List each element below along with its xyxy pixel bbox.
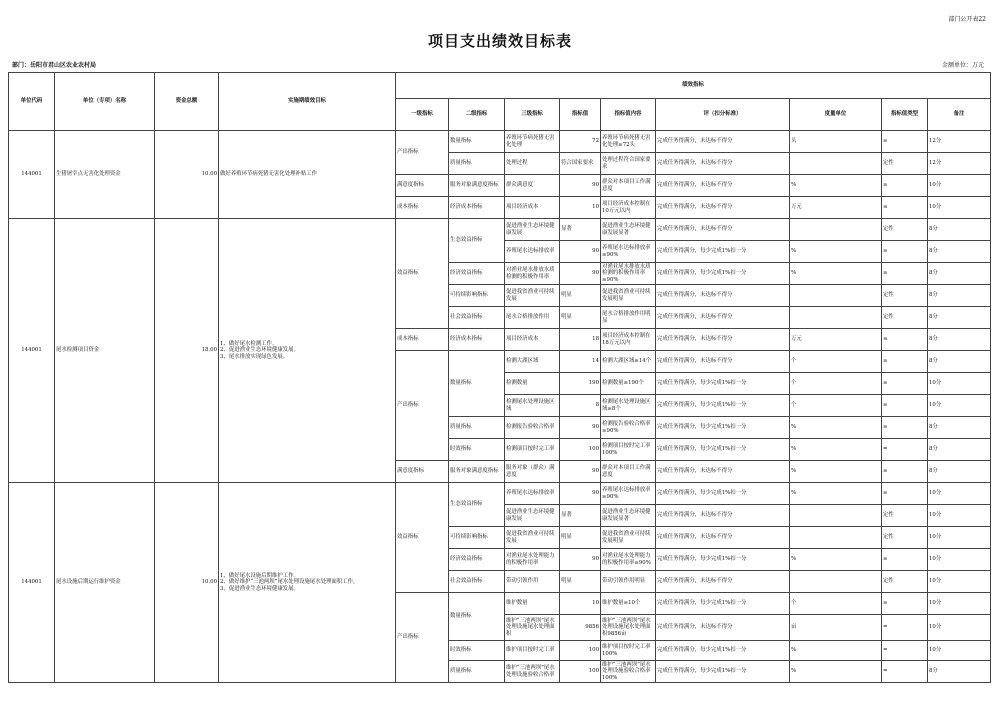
cell-measure — [790, 219, 882, 241]
cell-measure: 个 — [790, 351, 882, 373]
cell-val: 90 — [560, 483, 601, 505]
col-header-content: 指标值内容 — [601, 99, 656, 131]
cell-val: 显著 — [560, 505, 601, 527]
cell-val: 90 — [560, 417, 601, 439]
cell-measure: % — [790, 175, 882, 197]
cell-total: 18.00 — [155, 219, 219, 483]
cell-l2: 可持续影响指标 — [449, 285, 505, 307]
cell-note: 8分 — [928, 241, 991, 263]
cell-val: 90 — [560, 241, 601, 263]
cell-val: 190 — [560, 373, 601, 395]
cell-l2: 数量指标 — [449, 131, 505, 153]
col-header-score: 评（扣分标准） — [656, 99, 790, 131]
cell-score: 完成任务得满分，未达标不得分 — [656, 197, 790, 219]
cell-content: 促进渔业生态环境健康发展显著 — [601, 505, 656, 527]
cell-content: 维护项目按时完工率100% — [601, 641, 656, 661]
cell-val: 明显 — [560, 527, 601, 549]
col-header-note: 备注 — [928, 99, 991, 131]
cell-measure: 万元 — [790, 329, 882, 351]
cell-l1: 满意度指标 — [396, 461, 449, 483]
cell-measure: % — [790, 417, 882, 439]
cell-measure: 亩 — [790, 615, 882, 641]
cell-content: 对渔业尾水排放水质检测的积极作用率≥90% — [601, 263, 656, 285]
cell-l2: 服务对象满意度指标 — [449, 175, 505, 197]
cell-score: 完成任务得满分，每少完成1%扣一分 — [656, 417, 790, 439]
cell-l1: 效益指标 — [396, 219, 449, 329]
cell-score: 完成任务得满分，每少完成1%扣一分 — [656, 641, 790, 661]
cell-note: 10分 — [928, 549, 991, 571]
cell-l2: 服务对象满意度指标 — [449, 461, 505, 483]
cell-note: 8分 — [928, 661, 991, 683]
cell-note: 10分 — [928, 571, 991, 593]
cell-content: 群众对本项目工作满意度 — [601, 175, 656, 197]
cell-score: 完成任务得满分，未达标不得分 — [656, 615, 790, 641]
cell-l3: 对渔业尾水排放水质检测的积极作用率 — [505, 263, 560, 285]
cell-note: 8分 — [928, 439, 991, 461]
cell-content: 对渔业尾水处理能力的积极作用率≥90% — [601, 549, 656, 571]
cell-vtype: ≥ — [882, 351, 928, 373]
cell-l3: 养殖尾水达标排放率 — [505, 241, 560, 263]
cell-score: 完成任务得满分，每少完成1%扣一分 — [656, 241, 790, 263]
department-label: 部门：岳阳市君山区农业农村局 — [12, 62, 97, 69]
cell-l3: 养殖环节病死猪无害化处理 — [505, 131, 560, 153]
cell-score: 完成任务得满分，每少完成1%扣一分 — [656, 593, 790, 615]
col-header-code: 单位代码 — [9, 73, 55, 131]
cell-l2: 时效指标 — [449, 641, 505, 661]
cell-content: 检测尾水处理设施区域≥8个 — [601, 395, 656, 417]
performance-table — [8, 72, 991, 683]
cell-score: 完成任务得满分，每少完成1%扣一分 — [656, 549, 790, 571]
cell-content: 处理过程符合国家要求 — [601, 153, 656, 175]
cell-l1: 效益指标 — [396, 483, 449, 593]
cell-l1: 产出指标 — [396, 131, 449, 175]
cell-l3: 服务对象（群众）满意度 — [505, 461, 560, 483]
cell-score: 完成任务得满分，未达标不得分 — [656, 307, 790, 329]
cell-content: 检测大湖区域≥14个 — [601, 351, 656, 373]
cell-vtype: = — [882, 641, 928, 661]
cell-content: 带动引领作用明显 — [601, 571, 656, 593]
cell-val: 100 — [560, 661, 601, 683]
cell-l3: 促进我省渔业可持续发展 — [505, 527, 560, 549]
cell-l2: 生态效益指标 — [449, 483, 505, 527]
cell-val: 明显 — [560, 571, 601, 593]
cell-l2: 经济效益指标 — [449, 549, 505, 571]
cell-vtype: ≤ — [882, 197, 928, 219]
cell-score: 完成任务得满分，每少完成1%扣一分 — [656, 373, 790, 395]
cell-note: 12分 — [928, 131, 991, 153]
cell-note: 10分 — [928, 527, 991, 549]
cell-val: 显著 — [560, 219, 601, 241]
cell-l2: 质量指标 — [449, 417, 505, 439]
cell-score: 完成任务得满分，未达标不得分 — [656, 131, 790, 153]
cell-vtype: 定性 — [882, 307, 928, 329]
cell-score: 完成任务得满分，未达标不得分 — [656, 505, 790, 527]
cell-vtype: ≥ — [882, 241, 928, 263]
cell-score: 完成任务得满分，未达标不得分 — [656, 571, 790, 593]
cell-measure: 个 — [790, 373, 882, 395]
cell-content: 项目经济成本控制在18万元以内 — [601, 329, 656, 351]
cell-measure: % — [790, 549, 882, 571]
cell-content: 养殖尾水达标排放率≥90% — [601, 483, 656, 505]
cell-l3: 维护项目按时完工率 — [505, 641, 560, 661]
cell-vtype: ≥ — [882, 461, 928, 483]
cell-measure — [790, 571, 882, 593]
cell-measure: 个 — [790, 395, 882, 417]
cell-vtype: 定性 — [882, 527, 928, 549]
cell-measure: % — [790, 661, 882, 683]
cell-content: 维护数量≥10个 — [601, 593, 656, 615]
cell-vtype: = — [882, 615, 928, 641]
cell-vtype: 定性 — [882, 505, 928, 527]
cell-note: 10分 — [928, 395, 991, 417]
cell-l2: 生态效益指标 — [449, 219, 505, 263]
cell-l2: 经济成本指标 — [449, 197, 505, 219]
cell-content: 促进我省渔业可持续发展明显 — [601, 285, 656, 307]
cell-val: 8 — [560, 395, 601, 417]
cell-l2: 社会效益指标 — [449, 571, 505, 593]
cell-note: 10分 — [928, 505, 991, 527]
cell-score: 完成任务得满分，未达标不得分 — [656, 351, 790, 373]
cell-note: 10分 — [928, 175, 991, 197]
cell-content: 尾水合格排放作用明显 — [601, 307, 656, 329]
table-ref: 部门公开表22 — [948, 16, 986, 23]
cell-content: 养殖尾水达标排放率≥90% — [601, 241, 656, 263]
cell-l3: 检测项目按时完工率 — [505, 439, 560, 461]
cell-measure: 头 — [790, 131, 882, 153]
cell-total: 10.00 — [155, 483, 219, 683]
cell-l3: 促进渔业生态环境健康发展 — [505, 219, 560, 241]
cell-l1: 满意度指标 — [396, 175, 449, 197]
cell-vtype: 定性 — [882, 285, 928, 307]
cell-l3: 检测数量 — [505, 373, 560, 395]
cell-note: 10分 — [928, 641, 991, 661]
cell-note: 8分 — [928, 219, 991, 241]
cell-val: 72 — [560, 131, 601, 153]
cell-val: 90 — [560, 549, 601, 571]
cell-vtype: ≥ — [882, 175, 928, 197]
cell-note: 8分 — [928, 329, 991, 351]
cell-l2: 数量指标 — [449, 351, 505, 417]
cell-measure: % — [790, 439, 882, 461]
cell-content: 维护“三池两坝”尾水处理设施尾水处理面积9856亩 — [601, 615, 656, 641]
col-header-target: 实施期绩效目标 — [219, 73, 396, 131]
cell-vtype: ≥ — [882, 593, 928, 615]
cell-val: 符合国家要求 — [560, 153, 601, 175]
cell-l1: 成本指标 — [396, 329, 449, 351]
cell-l2: 质量指标 — [449, 153, 505, 175]
cell-l2: 经济效益指标 — [449, 263, 505, 285]
table-body — [9, 131, 991, 683]
cell-val: 10 — [560, 593, 601, 615]
cell-name: 尾水设施后期运行维护资金 — [55, 483, 155, 683]
cell-content: 项目经济成本控制在10万元以内 — [601, 197, 656, 219]
cell-vtype: ≥ — [882, 483, 928, 505]
col-header-val: 指标值 — [560, 99, 601, 131]
col-header-l2: 二级指标 — [449, 99, 505, 131]
cell-score: 完成任务得满分，每少完成1%扣一分 — [656, 263, 790, 285]
cell-measure: 个 — [790, 593, 882, 615]
cell-note: 10分 — [928, 615, 991, 641]
cell-score: 完成任务得满分，未达标不得分 — [656, 285, 790, 307]
cell-measure — [790, 505, 882, 527]
cell-name: 生猪屠宰点无害化处理资金 — [55, 131, 155, 219]
cell-measure — [790, 527, 882, 549]
cell-name: 尾水检测项目资金 — [55, 219, 155, 483]
cell-note: 8分 — [928, 307, 991, 329]
col-header-total: 资金总额 — [155, 73, 219, 131]
cell-val: 18 — [560, 329, 601, 351]
cell-note: 8分 — [928, 285, 991, 307]
cell-measure: % — [790, 483, 882, 505]
cell-total: 10.00 — [155, 131, 219, 219]
col-header-l1: 一级指标 — [396, 99, 449, 131]
cell-measure: % — [790, 241, 882, 263]
cell-vtype: = — [882, 661, 928, 683]
cell-code: 144001 — [9, 219, 55, 483]
cell-l2: 数量指标 — [449, 593, 505, 641]
cell-val: 明显 — [560, 285, 601, 307]
cell-l3: 维护“三池两坝”尾水处理设施验收合格率 — [505, 661, 560, 683]
col-header-l3: 三级指标 — [505, 99, 560, 131]
cell-val: 90 — [560, 263, 601, 285]
cell-l3: 维护“三池两坝”尾水处理设施尾水处理面积 — [505, 615, 560, 641]
cell-score: 完成任务得满分，每少完成1%扣一分 — [656, 483, 790, 505]
cell-measure: 万元 — [790, 197, 882, 219]
cell-code: 144001 — [9, 483, 55, 683]
cell-target: 1、做好尾水检测工作。 2、促进渔业生态环境健康发展。 3、尾水排放实现绿色发展。 — [219, 219, 396, 483]
cell-vtype: = — [882, 439, 928, 461]
cell-val: 10 — [560, 197, 601, 219]
cell-l3: 项目经济成本 — [505, 329, 560, 351]
cell-l3: 尾水合格排放作用 — [505, 307, 560, 329]
cell-score: 完成任务得满分，未达标不得分 — [656, 153, 790, 175]
amount-unit-label: 金额单位：万元 — [941, 62, 984, 69]
cell-measure: % — [790, 641, 882, 661]
cell-l2: 经济成本指标 — [449, 329, 505, 351]
cell-content: 促进我省渔业可持续发展明显 — [601, 527, 656, 549]
col-header-vtype: 指标值类型 — [882, 99, 928, 131]
cell-l3: 项目经济成本 — [505, 197, 560, 219]
cell-l2: 质量指标 — [449, 661, 505, 683]
cell-vtype: ≥ — [882, 131, 928, 153]
cell-content: 群众对本项目工作满意度 — [601, 461, 656, 483]
cell-l1: 产出指标 — [396, 593, 449, 683]
cell-l2: 可持续影响指标 — [449, 527, 505, 549]
cell-vtype: ≥ — [882, 395, 928, 417]
cell-score: 完成任务得满分，每少完成1%扣一分 — [656, 661, 790, 683]
cell-score: 完成任务得满分，未达标不得分 — [656, 219, 790, 241]
cell-l3: 带动引领作用 — [505, 571, 560, 593]
col-header-measure: 度量单位 — [790, 99, 882, 131]
cell-code: 144001 — [9, 131, 55, 219]
cell-note: 8分 — [928, 263, 991, 285]
cell-l2: 时效指标 — [449, 439, 505, 461]
cell-l3: 养殖尾水达标排放率 — [505, 483, 560, 505]
cell-l1: 成本指标 — [396, 197, 449, 219]
cell-l3: 对渔业尾水处理能力的积极作用率 — [505, 549, 560, 571]
cell-note: 8分 — [928, 417, 991, 439]
cell-note: 12分 — [928, 153, 991, 175]
cell-measure — [790, 153, 882, 175]
cell-vtype: 定性 — [882, 571, 928, 593]
cell-vtype: 定性 — [882, 219, 928, 241]
cell-content: 养殖环节病死猪无害化处理≥72头 — [601, 131, 656, 153]
cell-vtype: ≥ — [882, 549, 928, 571]
cell-val: 14 — [560, 351, 601, 373]
cell-measure — [790, 285, 882, 307]
cell-content: 检测报告验收合格率≥90% — [601, 417, 656, 439]
cell-content: 促进渔业生态环境健康发展显著 — [601, 219, 656, 241]
cell-val: 明显 — [560, 307, 601, 329]
cell-l3: 促进渔业生态环境健康发展 — [505, 505, 560, 527]
cell-note: 10分 — [928, 197, 991, 219]
cell-l3: 检测报告验收合格率 — [505, 417, 560, 439]
cell-measure: % — [790, 263, 882, 285]
cell-target: 1、做好尾水设施后期维护工作。 2、做好维护“三池两坝”尾水处理设施尾水处理面积工作。 3、促进渔业生态环境健康发展。 — [219, 483, 396, 683]
cell-vtype: ≥ — [882, 373, 928, 395]
cell-score: 完成任务得满分，未达标不得分 — [656, 329, 790, 351]
cell-l3: 促进我省渔业可持续发展 — [505, 285, 560, 307]
cell-l1: 产出指标 — [396, 351, 449, 461]
cell-val: 100 — [560, 439, 601, 461]
cell-measure: % — [790, 461, 882, 483]
cell-val: 90 — [560, 175, 601, 197]
cell-note: 10分 — [928, 483, 991, 505]
page-title: 项目支出绩效目标表 — [427, 32, 572, 50]
cell-score: 完成任务得满分，未达标不得分 — [656, 461, 790, 483]
cell-content: 检测数量≥190个 — [601, 373, 656, 395]
cell-note: 10分 — [928, 593, 991, 615]
cell-content: 维护“三池两坝”尾水处理设施验收合格率100% — [601, 661, 656, 683]
cell-vtype: 定性 — [882, 153, 928, 175]
cell-l3: 检测大湖区域 — [505, 351, 560, 373]
cell-content: 检测项目按时完工率100% — [601, 439, 656, 461]
cell-score: 完成任务得满分，未达标不得分 — [656, 527, 790, 549]
cell-score: 完成任务得满分，未达标不得分 — [656, 175, 790, 197]
cell-target: 做好养殖环节病死猪无害化处理补贴工作 — [219, 131, 396, 219]
cell-l3: 处理过程 — [505, 153, 560, 175]
cell-score: 完成任务得满分，每少完成1%扣一分 — [656, 395, 790, 417]
cell-l3: 维护数量 — [505, 593, 560, 615]
cell-note: 8分 — [928, 461, 991, 483]
cell-l3: 检测尾水处理设施区域 — [505, 395, 560, 417]
cell-val: 9856 — [560, 615, 601, 641]
cell-score: 完成任务得满分，每少完成1%扣一分 — [656, 439, 790, 461]
cell-note: 10分 — [928, 373, 991, 395]
col-header-name: 单位（专项）名称 — [55, 73, 155, 131]
cell-measure — [790, 307, 882, 329]
cell-vtype: ≥ — [882, 263, 928, 285]
cell-val: 90 — [560, 461, 601, 483]
cell-note: 8分 — [928, 351, 991, 373]
col-header-perf: 绩效指标 — [396, 73, 991, 99]
cell-val: 100 — [560, 641, 601, 661]
cell-vtype: ≤ — [882, 329, 928, 351]
cell-vtype: ≥ — [882, 417, 928, 439]
cell-l2: 社会效益指标 — [449, 307, 505, 329]
cell-l3: 群众满意度 — [505, 175, 560, 197]
